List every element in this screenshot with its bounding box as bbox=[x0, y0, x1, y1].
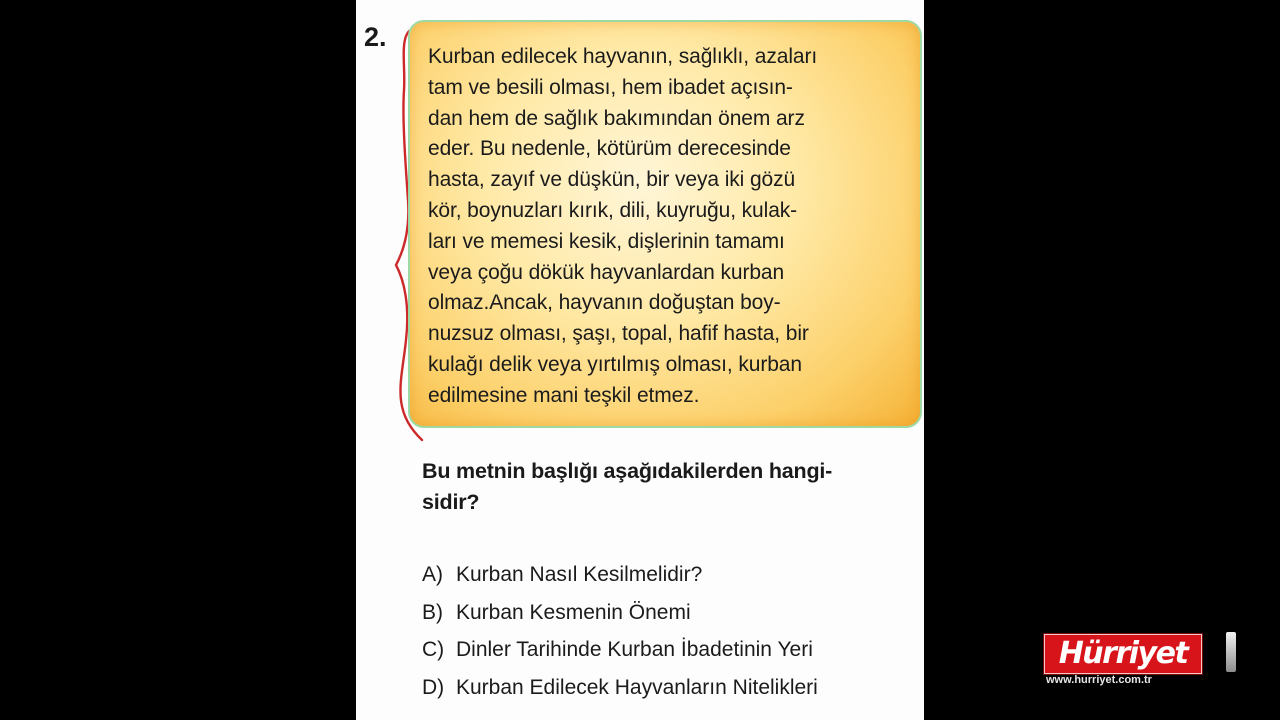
question-number: 2. bbox=[364, 22, 387, 52]
worksheet-page bbox=[356, 0, 924, 720]
option-a[interactable] bbox=[422, 556, 818, 594]
hurriyet-watermark bbox=[1040, 630, 1252, 690]
passage-line: kulağı delik veya yırtılmış olması, kurban bbox=[428, 352, 802, 376]
passage-line: nuzsuz olması, şaşı, topal, hafif hasta, bir bbox=[428, 322, 809, 346]
logo-box bbox=[1044, 634, 1202, 674]
passage-line: olmaz.Ancak, hayvanın doğuştan boy- bbox=[428, 291, 781, 315]
logo-url: www.hurriyet.com.tr bbox=[1046, 674, 1152, 686]
option-text: Kurban Nasıl Kesilmelidir? bbox=[456, 563, 703, 586]
hurriyet-mark-icon bbox=[1226, 632, 1236, 672]
passage-line: eder. Bu nedenle, kötürüm derecesinde bbox=[428, 137, 791, 161]
passage-line: dan hem de sağlık bakımından önem arz bbox=[428, 106, 805, 130]
passage-line: kör, boynuzları kırık, dili, kuyruğu, kulak- bbox=[428, 198, 798, 222]
option-text: Dinler Tarihinde Kurban İbadetinin Yeri bbox=[456, 638, 813, 662]
option-letter: A) bbox=[422, 563, 443, 586]
option-b[interactable] bbox=[422, 594, 818, 632]
option-text: Kurban Edilecek Hayvanların Nitelikleri bbox=[456, 676, 818, 700]
option-letter: B) bbox=[422, 600, 443, 624]
passage-box bbox=[408, 20, 922, 428]
question-line: Bu metnin başlığı aşağıdakilerden hangi- bbox=[422, 459, 833, 483]
passage-line: edilmesine mani teşkil etmez. bbox=[428, 383, 700, 407]
option-d[interactable] bbox=[422, 669, 818, 707]
passage-line: veya çoğu dökük hayvanlardan kurban bbox=[428, 260, 785, 284]
question-line: sidir? bbox=[422, 490, 480, 514]
answer-options bbox=[422, 556, 818, 707]
passage-line: Kurban edilecek hayvanın, sağlıklı, azaları bbox=[428, 45, 818, 68]
passage-line: tam ve besili olması, hem ibadet açısın- bbox=[428, 75, 793, 99]
option-text: Kurban Kesmenin Önemi bbox=[456, 600, 691, 624]
passage-line: ları ve memesi kesik, dişlerinin tamamı bbox=[428, 229, 785, 253]
option-letter: D) bbox=[422, 676, 445, 700]
option-letter: C) bbox=[422, 638, 445, 662]
question-prompt bbox=[422, 456, 832, 518]
logo-brand: Hürriyet bbox=[1058, 636, 1188, 671]
option-c[interactable] bbox=[422, 631, 818, 669]
passage-line: hasta, zayıf ve düşkün, bir veya iki gözü bbox=[428, 168, 796, 192]
